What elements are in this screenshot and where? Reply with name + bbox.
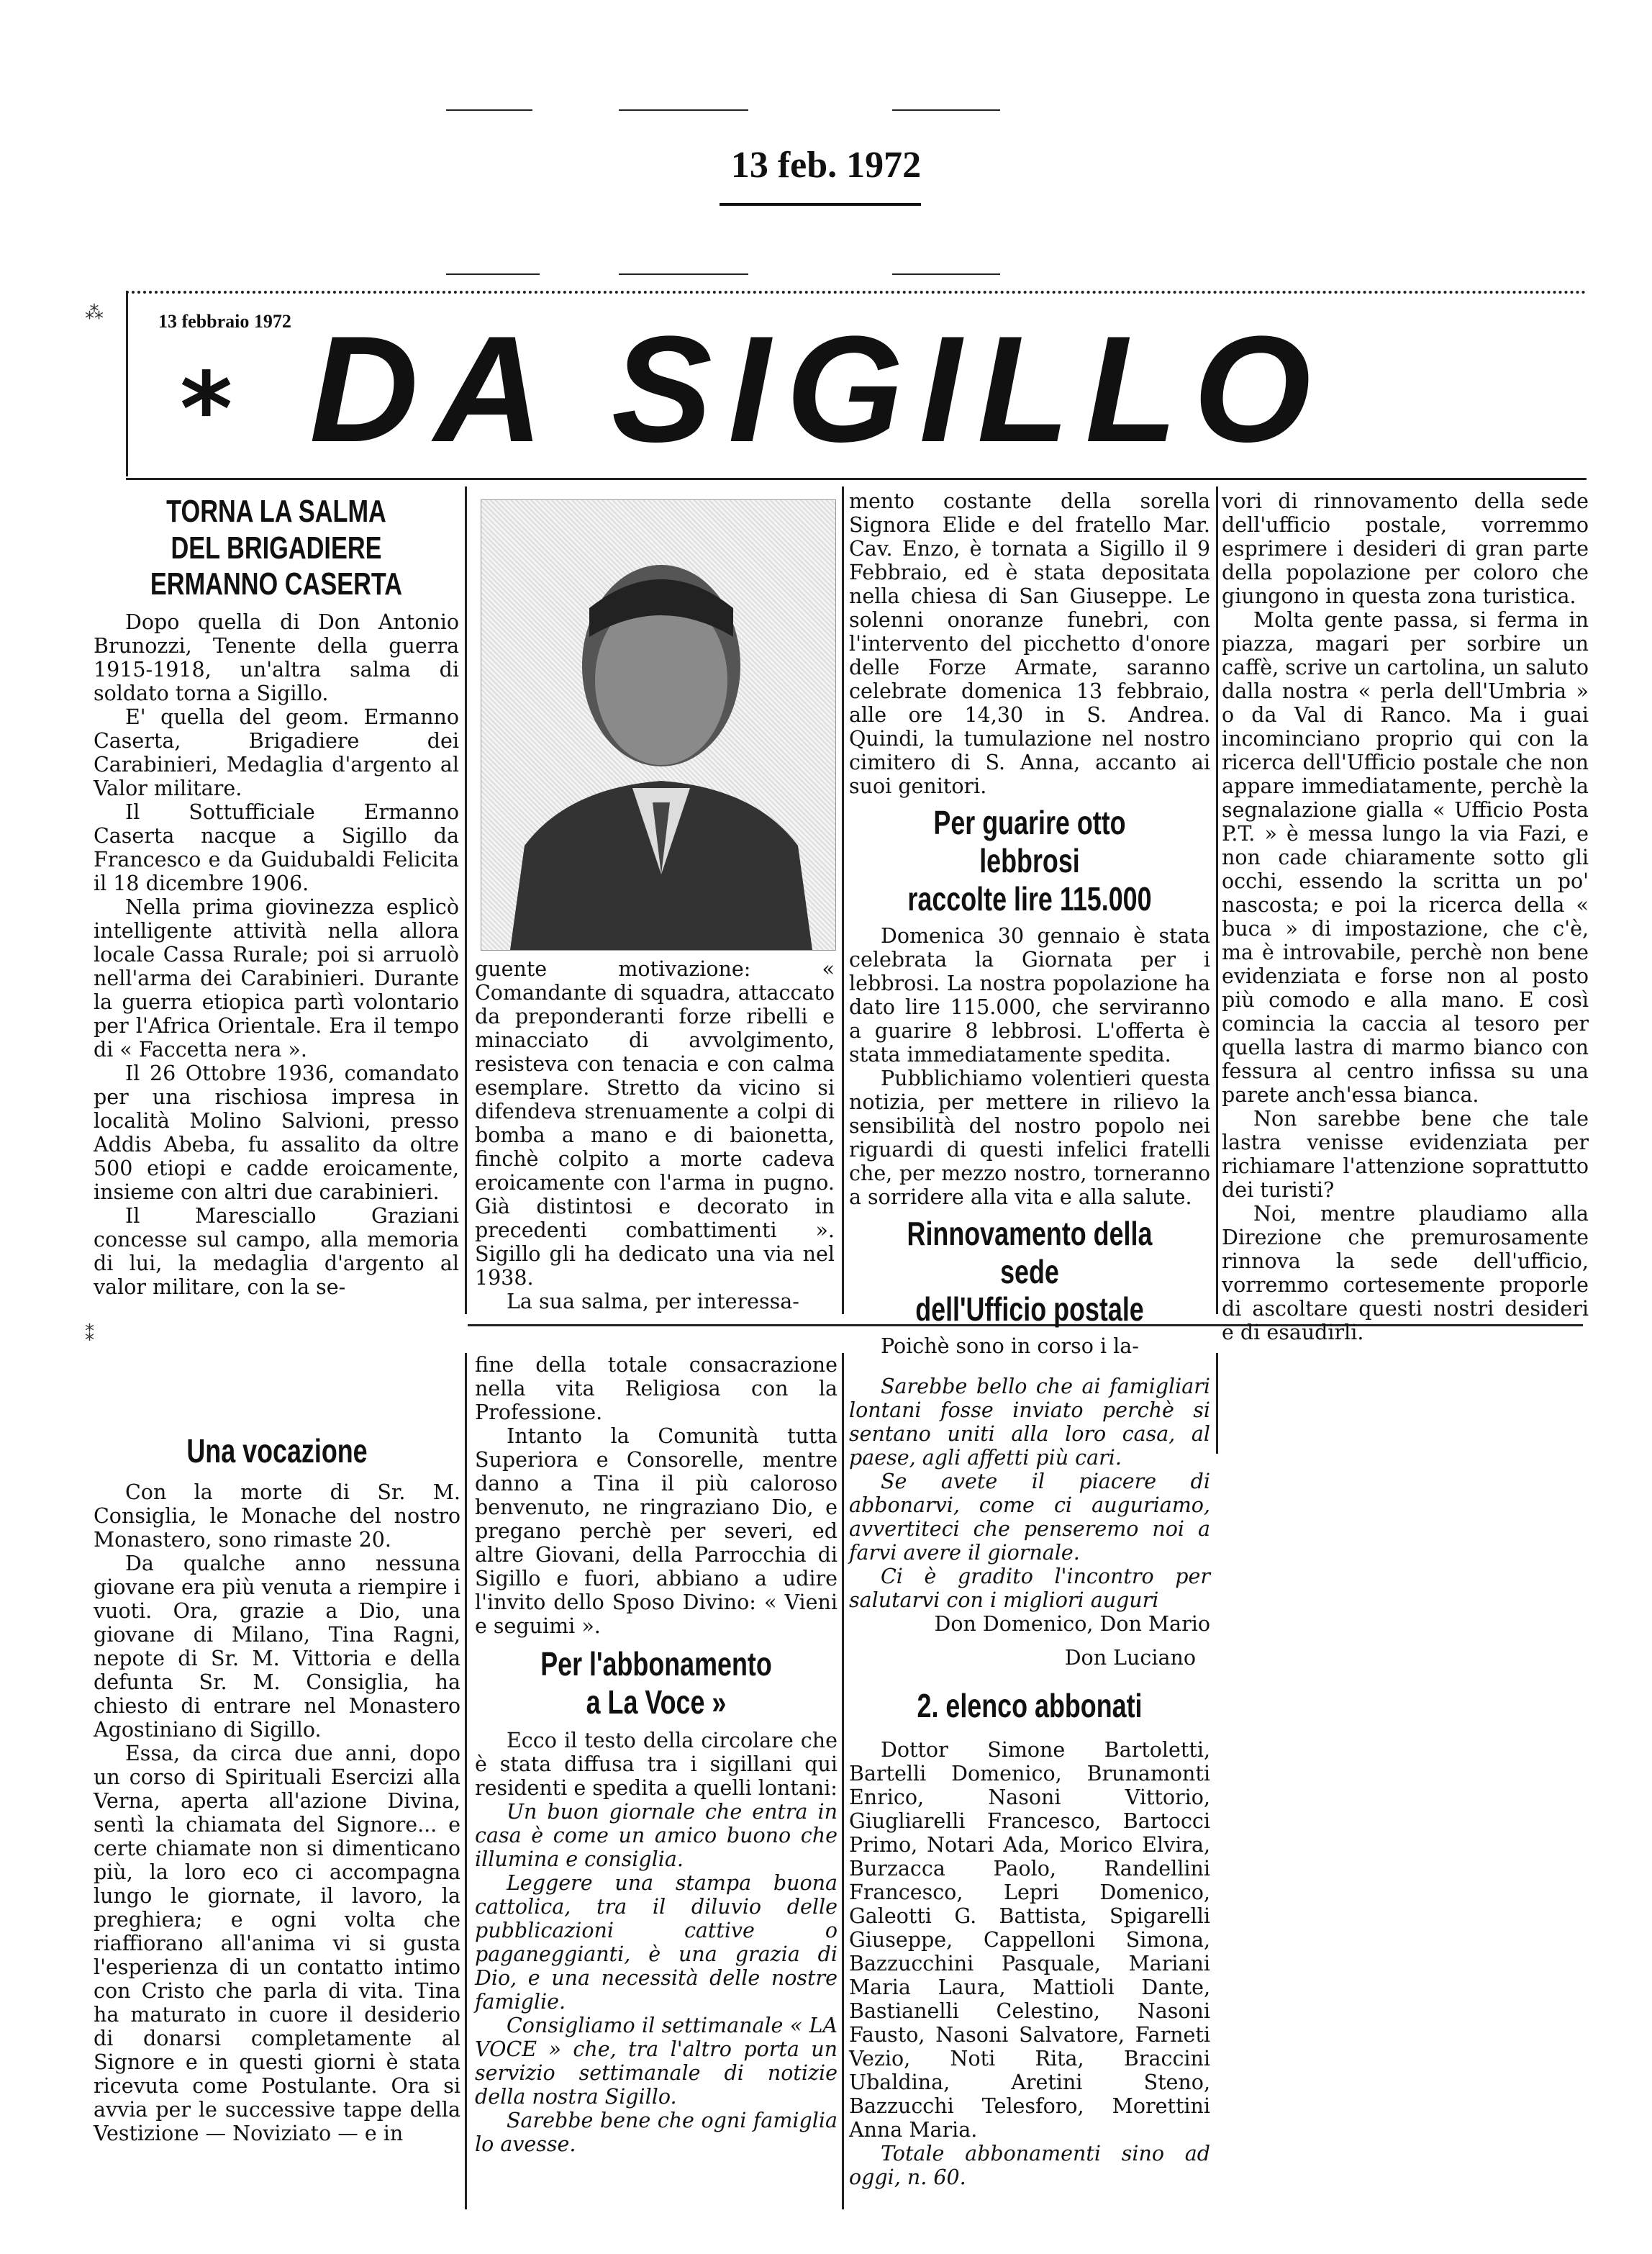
article-vocazione-col1 [94,1432,460,2145]
salma-paragraph: Il 26 Ottobre 1936, comandato per una rischiosa impresa in località Molino Salvioni, presso Addis Abeba, fu assalito da oltre 500 etiopi e cadde eroicamente, insieme con altri due carabinieri. [94,1061,459,1204]
header-rule-2a [446,273,540,275]
divider-col3 [1216,486,1218,1314]
vocazione-paragraph: Essa, da circa due anni, dopo un corso di Spirituali Esercizi alla Verna, aperta all'azione Divina, sentì la chiamata del Signore... e certe chiamate non si dimenticano più, la loro eco ci accompagna lungo le giornate, il lavoro, la preghiera; e ogni volta che riaffiorano all'anima vi si gusta l'esperienza di un contatto intimo con Cristo che parla di vita. Tina ha maturato in cuore il desiderio di donarsi completamente al Signore e in questi giorni è stata ricevuta come Postulante. Ora si avvia per le successive tappe della Vestizione — Noviziato — e in [94,1741,460,2145]
abbonamento-signature-1: Don Domenico, Don Mario [934,1612,1210,1636]
article-bottom-col3 [849,1375,1210,2189]
lebbrosi-paragraph: Domenica 30 gennaio è stata celebrata la Giornata per i lebbrosi. La nostra popolazione ha dato lire 115.000, che serviranno a guarire 8 lebbrosi. L'offerta è stata immediatamente spedita. [849,923,1210,1067]
clipping-date: 13 feb. 1972 [730,145,922,186]
salma-continuation: mento costante della sorella Signora Elide e del fratello Mar. Cav. Enzo, è tornata a Sigillo il 9 Febbraio, ed è stata depositata nella chiesa di San Giuseppe. Le solenni onoranze funebri, con l'intervento del picchetto d'onore delle Forze Armate, saranno celebrate domenica 13 febbraio, alle ore 14,30 in S. Andrea. Quindi, la tumulazione nel nostro cimitero di S. Anna, accanto ai suoi genitori. [849,489,1210,798]
abbonamento-italic: Leggere una stampa buona cattolica, tra il diluvio delle pubblicazioni cattive o paganeggianti, è una grazia di Dio, e una necessità delle nostre famiglie. [475,1870,838,2014]
masthead-bottom-rule [126,478,1587,480]
article-ufficio-col4 [1222,489,1589,1344]
salma-paragraph: Il Maresciallo Graziani concesse sul campo, alla memoria di lui, la medaglia d'argento al valor militare, con la se- [94,1203,459,1299]
abbonamento-headline-1: Per l'abbonamento [540,1645,772,1683]
salma-headline-3: ERMANNO CASERTA [150,566,403,602]
masthead-title: DA SIGILLO [309,304,1327,474]
masthead-left-border [126,291,128,476]
article-salma-col1 [94,494,459,1299]
salma-tail: La sua salma, per interessa- [507,1290,799,1313]
article-bottom-col2 [475,1353,838,2156]
header-rule-right [892,109,1000,111]
vocazione-headline: Una vocazione [186,1432,368,1470]
lebbrosi-headline-2: raccolte lire 115.000 [907,879,1152,918]
header-rule-2b [619,273,748,275]
salma-paragraph: E' quella del geom. Ermanno Caserta, Brigadiere dei Carabinieri, Medaglia d'argento al Valor militare. [94,705,459,800]
salma-paragraph: Nella prima giovinezza esplicò intelligente attività nella allora locale Cassa Rurale; poi si arruolò nell'arma dei Carabinieri. Durante la guerra etiopica partì volontario per l'Africa Orientale. Era il tempo di « Faccetta nera ». [94,895,459,1062]
ufficio-paragraph: Noi, mentre plaudiamo alla Direzione che premurosamente rinnova la sede dell'ufficio, vorremmo cortesemente proporle di ascoltare questi nostri desideri e di esaudirli. [1222,1202,1589,1344]
salma-paragraph: Il Sottufficiale Ermanno Caserta nacque a Sigillo da Francesco e da Guidubaldi Felicita il 18 dicembre 1906. [94,800,459,895]
masthead-asterisk-icon: * [180,351,233,469]
abbonati-list: Dottor Simone Bartoletti, Bartelli Domenico, Brunamonti Enrico, Nasoni Vittorio, Giugliarelli Francesco, Bartocci Primo, Notari Ada, Morico Elvira, Burzacca Paolo, Randellini Francesco, Lepri Domenico, Galeotti G. Battista, Spigarelli Giuseppe, Cappelloni Simona, Bazzucchini Pasquale, Mariani Maria Laura, Mattioli Dante, Bastianelli Celestino, Nasoni Fausto, Nasoni Salvatore, Farneti Vezio, Noti Rita, Braccini Ubaldina, Aretini Steno, Bazzucchi Telesforo, Morettini Anna Maria. [849,1737,1210,2142]
article-salma-col2 [475,957,835,1313]
abbonamento-italic: Ci è gradito l'incontro per salutarvi con i migliori auguri [849,1565,1210,1612]
salma-headline-2: DEL BRIGADIERE [171,530,382,566]
salma-motivazione: guente motivazione: « Comandante di squadra, attaccato da preponderanti forze ribelli e minacciato di avvolgimento, resisteva con tenacia e con calma esemplare. Stretto da vicino si difendeva strenuamente a colpi di bomba a mano e di baionetta, finchè colpito a morte cadeva eroicamente con l'arma in pugno. Già distintosi e decorato in precedenti combattimenti ». Sigillo gli ha dedicato una via nel 1938. [475,957,835,1290]
lebbrosi-paragraph: Pubblichiamo volentieri questa notizia, per mettere in rilievo la sensibilità del nostro popolo nei riguardi di questi infelici fratelli che, per mezzo nostro, torneranno a sorridere alla vita e alla salute. [849,1066,1210,1209]
masthead-small-date: 13 febbraio 1972 [158,311,291,332]
vocazione-paragraph: Da qualche anno nessuna giovane era più venuta a riempire i vuoti. Ora, grazie a Dio, una giovane di Milano, Tina Ragni, nepote di Sr. M. Vittoria e della defunta Sr. M. Consiglia, ha chiesto di entrare nel Monastero Agostiniano di Sigillo. [94,1551,460,1742]
header-rule-left [446,109,532,111]
vocazione-continuation: fine della totale consacrazione nella vita Religiosa con la Professione. [475,1353,838,1424]
ufficio-headline-2: dell'Ufficio postale [915,1290,1144,1329]
margin-marks-bottom: ⁑ [85,1324,94,1346]
ufficio-paragraph: vori di rinnovamento della sede dell'ufficio postale, vorremmo esprimere i desideri di gran parte della popolazione per coloro che giungono in questa zona turistica. [1222,489,1589,608]
divider-bottom-col1 [465,1353,467,2209]
abbonamento-italic: Se avete il piacere di abbonarvi, come ci auguriamo, avvertiteci che penseremo noi a farvi avere il giornale. [849,1470,1210,1565]
vocazione-continuation: Intanto la Comunità tutta Superiora e Consorelle, mentre danno a Tina il più caloroso benvenuto, ne ringraziano Dio, e pregano perchè per severi, ed altre Giovani, della Parrocchia di Sigillo e fuori, abbiano a udire l'invito dello Sposo Divino: « Vieni e seguimi ». [475,1424,838,1638]
abbonamento-italic: Un buon giornale che entra in casa è come un amico buono che illumina e consiglia. [475,1799,838,1871]
portrait-silhouette-icon [481,500,835,950]
abbonamento-signature-2: Don Luciano [1064,1646,1196,1670]
vocazione-paragraph: Con la morte di Sr. M. Consiglia, le Monache del nostro Monastero, sono rimaste 20. [94,1480,460,1552]
portrait-photo [481,499,836,951]
article-col3 [849,489,1210,1358]
ufficio-paragraph: Non sarebbe bene che tale lastra venisse evidenziata per richiamare l'attenzione soprattutto dei turisti? [1222,1107,1589,1202]
abbonati-total: Totale abbonamenti sino ad oggi, n. 60. [849,2141,1210,2189]
abbonamento-intro: Ecco il testo della circolare che è stata diffusa tra i sigillani qui residenti e spedita a quelli lontani: [475,1728,838,1800]
clipping-date-underline [720,203,921,206]
salma-paragraph: Dopo quella di Don Antonio Brunozzi, Tenente della guerra 1915-1918, un'altra salma di soldato torna a Sigillo. [94,610,459,705]
divider-col2 [842,486,844,1314]
abbonamento-italic: Consigliamo il settimanale « LA VOCE » che, tra l'altro porta un servizio settimanale di notizie della nostra Sigillo. [475,2013,838,2109]
abbonamento-italic: Sarebbe bello che ai famigliari lontani fosse inviato perchè si sentano uniti alla loro casa, al paese, agli affetti più cari. [849,1375,1210,1470]
ufficio-paragraph: Molta gente passa, si ferma in piazza, magari per sorbire un caffè, scrive un cartolina, un saluto dalla nostra « perla dell'Umbria » o da Val di Ranco. Ma i guai incominciano proprio qui con la ricerca dell'Ufficio postale che non appare immediatamente, perchè la segnalazione gialla « Ufficio Posta P.T. » è messa lungo la via Fazi, e non cade chiaramente sotto gli occhi, essendo la scritta un po' nascosta; e poi la ricerca della « buca » di impostazione, che c'è, ma è introvabile, perchè non bene evidenziata e forse non al posto più comodo e alla mano. E così comincia la caccia al tesoro per quella lastra di marmo bianco con fessura al centro infissa su una parete anch'essa bianca. [1222,608,1589,1107]
divider-bottom-col2 [842,1353,844,2209]
margin-marks-top: ⁂ [85,302,104,324]
divider-bottom-col3 [1216,1353,1218,1454]
lebbrosi-headline-1: Per guarire otto lebbrosi [933,804,1126,879]
ufficio-start: Poichè sono in corso i la- [881,1334,1139,1359]
abbonati-headline: 2. elenco abbonati [917,1687,1143,1724]
divider-col1 [465,486,467,1314]
abbonamento-headline-2: a La Voce » [586,1683,727,1721]
header-rule-mid [619,109,748,111]
abbonamento-italic: Sarebbe bene che ogni famiglia lo avesse. [475,2108,838,2156]
header-rule-2c [892,273,1000,275]
ufficio-headline-1: Rinnovamento della sede [907,1214,1153,1290]
masthead-dotted-border [126,291,1587,299]
salma-headline-1: TORNA LA SALMA [166,494,386,529]
